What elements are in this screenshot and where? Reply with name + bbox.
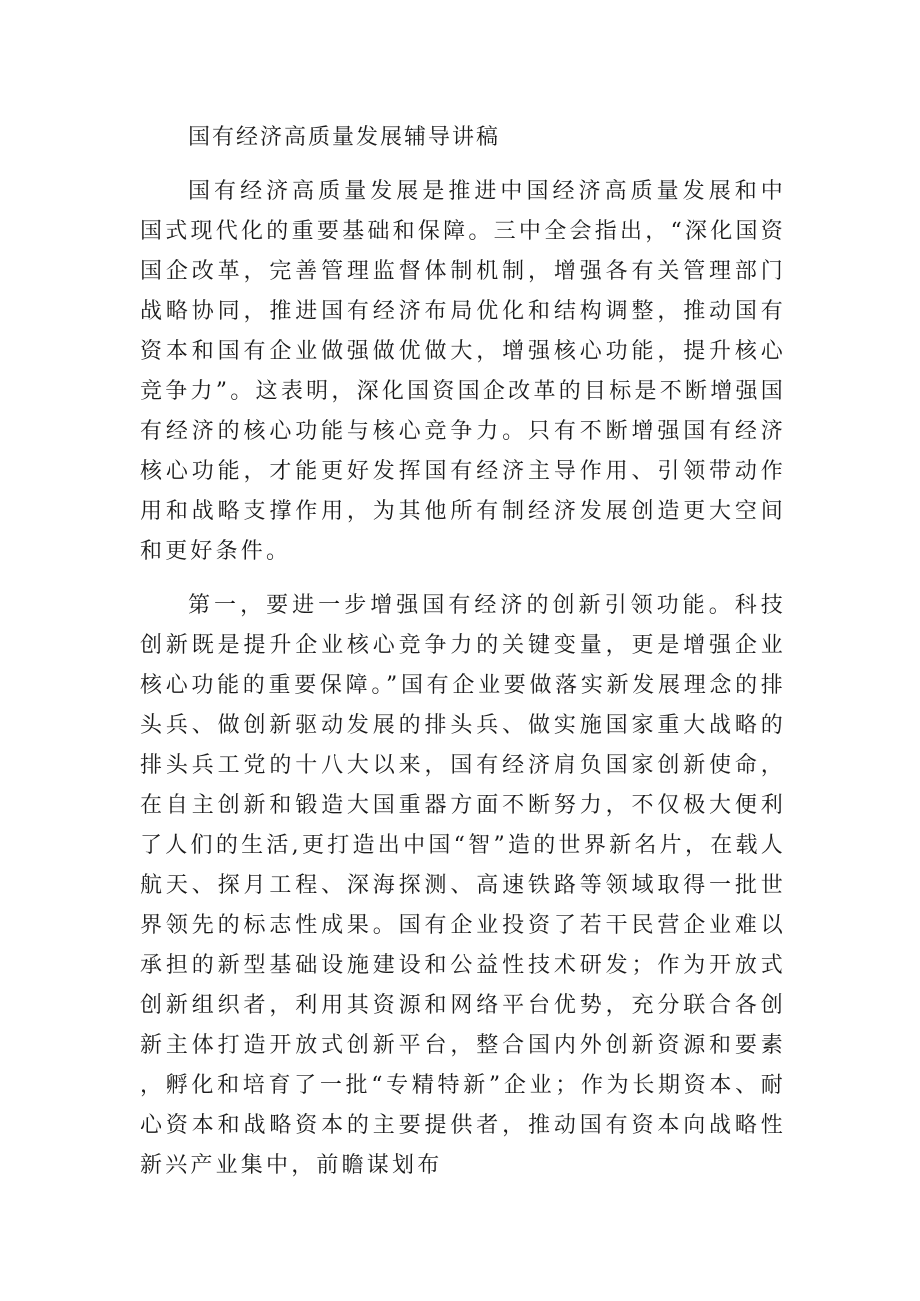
document-body xyxy=(140,118,786,1200)
paragraph-intro: 国有经济高质量发展是推进中国经济高质量发展和中国式现代化的重要基础和保障。三中全会指出，“深化国资国企改革，完善管理监督体制机制，增强各有关管理部门战略协同，推进国有经济布局优化和结构调整，推动国有资本和国有企业做强做优做大，增强核心功能，提升核心竞争力”。这表明，深化国资国企改革的目标是不断增强国有经济的核心功能与核心竞争力。只有不断增强国有经济核心功能，才能更好发挥国有经济主导作用、引领带动作用和战略支撑作用，为其他所有制经济发展创造更大空间和更好条件。 xyxy=(140,179,786,564)
paragraph-first-point: 第一，要进一步增强国有经济的创新引领功能。科技创新既是提升企业核心竞争力的关键变量，更是增强企业核心功能的重要保障。”国有企业要做落实新发展理念的排头兵、做创新驱动发展的排头兵、做实施国家重大战略的排头兵工党的十八大以来，国有经济肩负国家创新使命，在自主创新和锻造大国重器方面不断努力，不仅极大便利了人们的生活,更打造出中国“智”造的世界新名片，在载人航天、探月工程、深海探测、高速铁路等领域取得一批世界领先的标志性成果。国有企业投资了若干民营企业难以承担的新型基础设施建设和公益性技术研发；作为开放式创新组织者，利用其资源和网络平台优势，充分联合各创新主体打造开放式创新平台，整合国内外创新资源和要素，孵化和培育了一批“专精特新”企业；作为长期资本、耐心资本和战略资本的主要提供者，推动国有资本向战略性新兴产业集中，前瞻谋划布 xyxy=(140,593,786,1178)
document-title: 国有经济高质量发展辅导讲稿 xyxy=(188,125,501,150)
